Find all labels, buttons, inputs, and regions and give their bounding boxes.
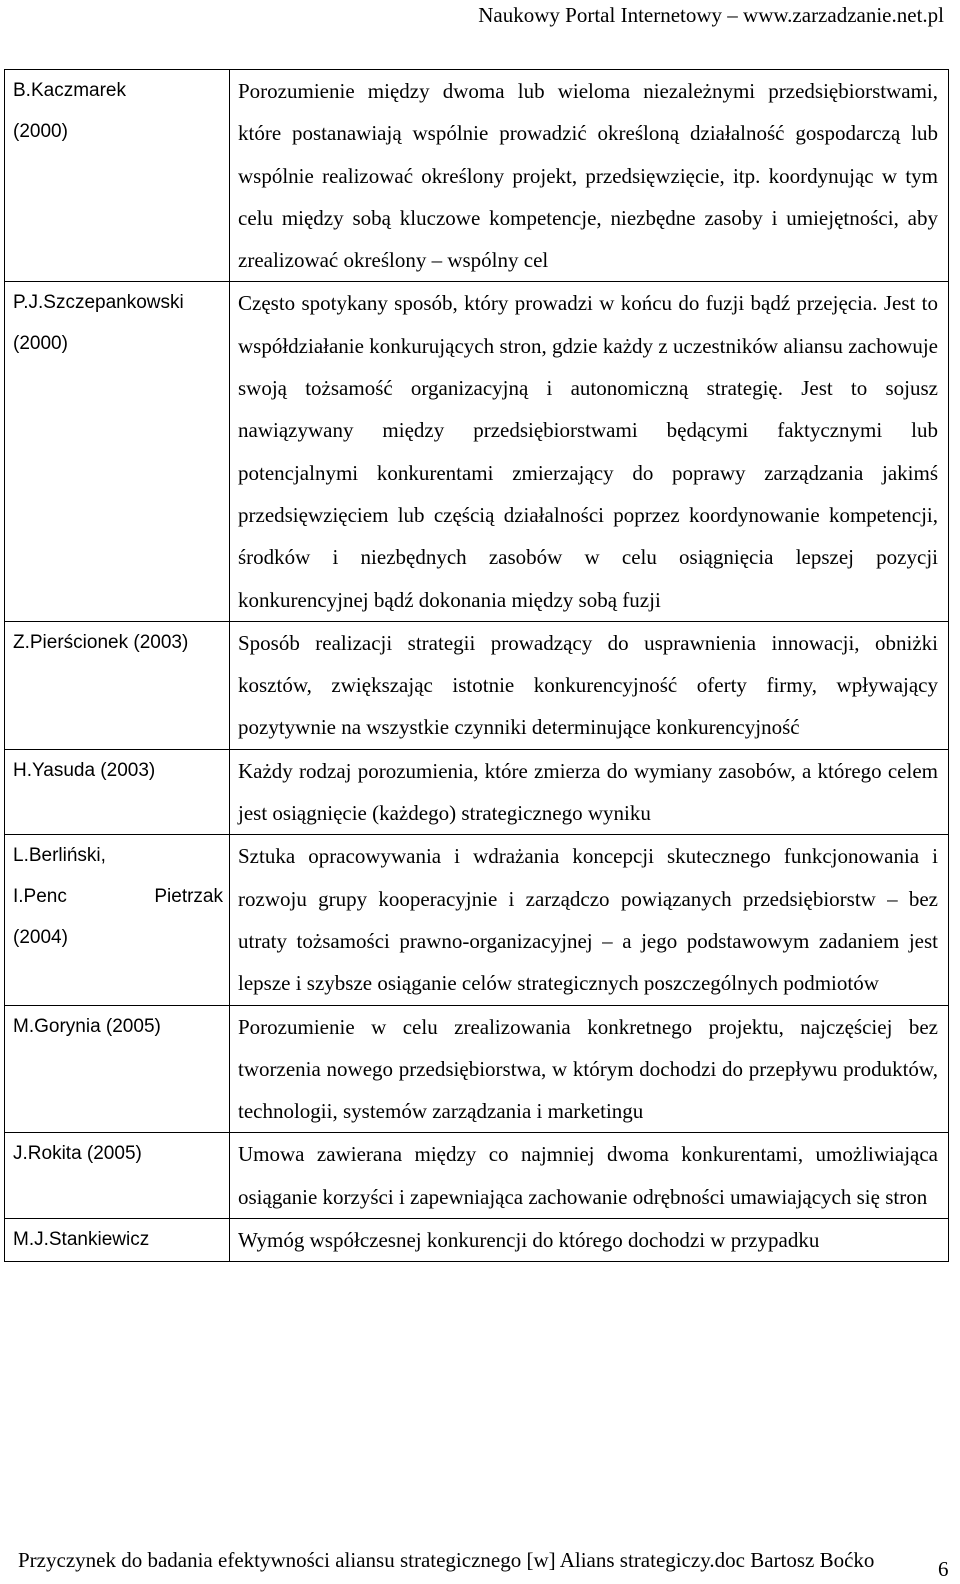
definition-cell: Wymóg współczesnej konkurencji do którego dochodzi w przypadku <box>230 1219 949 1262</box>
definitions-table <box>4 69 949 1262</box>
definition-cell: Umowa zawierana między co najmniej dwoma konkurentami, umożliwiająca osiąganie korzyści i zapewniająca zachowanie odrębności umawiających się stron <box>230 1133 949 1219</box>
table-row <box>5 835 949 1005</box>
definition-cell: Często spotykany sposób, który prowadzi w końcu do fuzji bądź przejęcia. Jest to współdziałanie konkurujących stron, gdzie każdy z uczestników aliansu zachowuje swoją tożsamość organizacyjną i autonomiczną strategię. Jest to sojusz nawiązywany między przedsiębiorstwami będącymi faktycznymi lub potencjalnymi konkurentami zmierzający do poprawy zarządzania jakimś przedsięwzięciem lub częścią działalności poprzez koordynowanie kompetencji, środków i niezbędnych zasobów w celu osiągnięcia lepszej pozycji konkurencyjnej bądź dokonania między sobą fuzji <box>230 282 949 621</box>
table-row <box>5 1219 949 1262</box>
page-number: 6 <box>938 1557 949 1581</box>
document-footer: Przyczynek do badania efektywności aliansu strategicznego [w] Alians strategiczy.doc Bartosz Boćko <box>18 1548 875 1572</box>
author-cell <box>5 835 230 1005</box>
author-line: (2000) <box>13 333 68 355</box>
author-line: L.Berliński, <box>13 845 106 867</box>
author-cell <box>5 1133 230 1219</box>
author-cell <box>5 1219 230 1262</box>
author-cell <box>5 282 230 621</box>
author-line: P.J.Szczepankowski <box>13 292 184 314</box>
author-line: Z.Pierścionek (2003) <box>13 631 189 653</box>
author-line: H.Yasuda (2003) <box>13 759 156 781</box>
author-line: B.Kaczmarek <box>13 80 126 101</box>
author-line: (2000) <box>13 121 68 142</box>
table-row <box>5 1133 949 1219</box>
definition-cell: Każdy rodzaj porozumienia, które zmierza do wymiany zasobów, a którego celem jest osiągnięcie (każdego) strategicznego wyniku <box>230 749 949 835</box>
author-line: M.J.Stankiewicz <box>13 1229 150 1251</box>
table-row <box>5 621 949 749</box>
definition-cell: Porozumienie w celu zrealizowania konkretnego projektu, najczęściej bez tworzenia nowego przedsiębiorstwa, w którym dochodzi do przepływu produktów, technologii, systemów zarządzania i marketingu <box>230 1005 949 1133</box>
author-line: M.Gorynia (2005) <box>13 1015 161 1037</box>
definition-cell: Sztuka opracowywania i wdrażania koncepcji skutecznego funkcjonowania i rozwoju grupy kooperacyjnie i zarządczo powiązanych przedsiębiorstw – bez utraty tożsamości prawno-organizacyjnej – a jego podstawowym zadaniem jest lepsze i szybsze osiąganie celów strategicznych poszczególnych podmiotów <box>230 835 949 1005</box>
author-cell <box>5 1005 230 1133</box>
definition-cell: Porozumienie między dwoma lub wieloma niezależnymi przedsiębiorstwami, które postanawiają wspólnie prowadzić określoną działalność gospodarczą lub wspólnie realizować określony projekt, przedsięwzięcie, itp. koordynując w tym celu między sobą kluczowe kompetencje, niezbędne zasoby i umiejętności, aby zrealizować określony – wspólny cel <box>230 70 949 282</box>
table-row <box>5 749 949 835</box>
author-line: J.Rokita (2005) <box>13 1143 142 1165</box>
author-cell <box>5 70 230 282</box>
author-line: (2004) <box>13 927 68 949</box>
table-row <box>5 70 949 282</box>
author-cell <box>5 621 230 749</box>
table-row <box>5 282 949 621</box>
definition-cell: Sposób realizacji strategii prowadzący do usprawnienia innowacji, obniżki kosztów, zwiększając istotnie konkurencyjność oferty firmy, wpływający pozytywnie na wszystkie czynniki determinujące konkurencyjność <box>230 621 949 749</box>
table-row <box>5 1005 949 1133</box>
site-header: Naukowy Portal Internetowy – www.zarzadzanie.net.pl <box>478 3 944 27</box>
author-cell <box>5 749 230 835</box>
author-line: I.Penc Pietrzak <box>13 886 223 908</box>
